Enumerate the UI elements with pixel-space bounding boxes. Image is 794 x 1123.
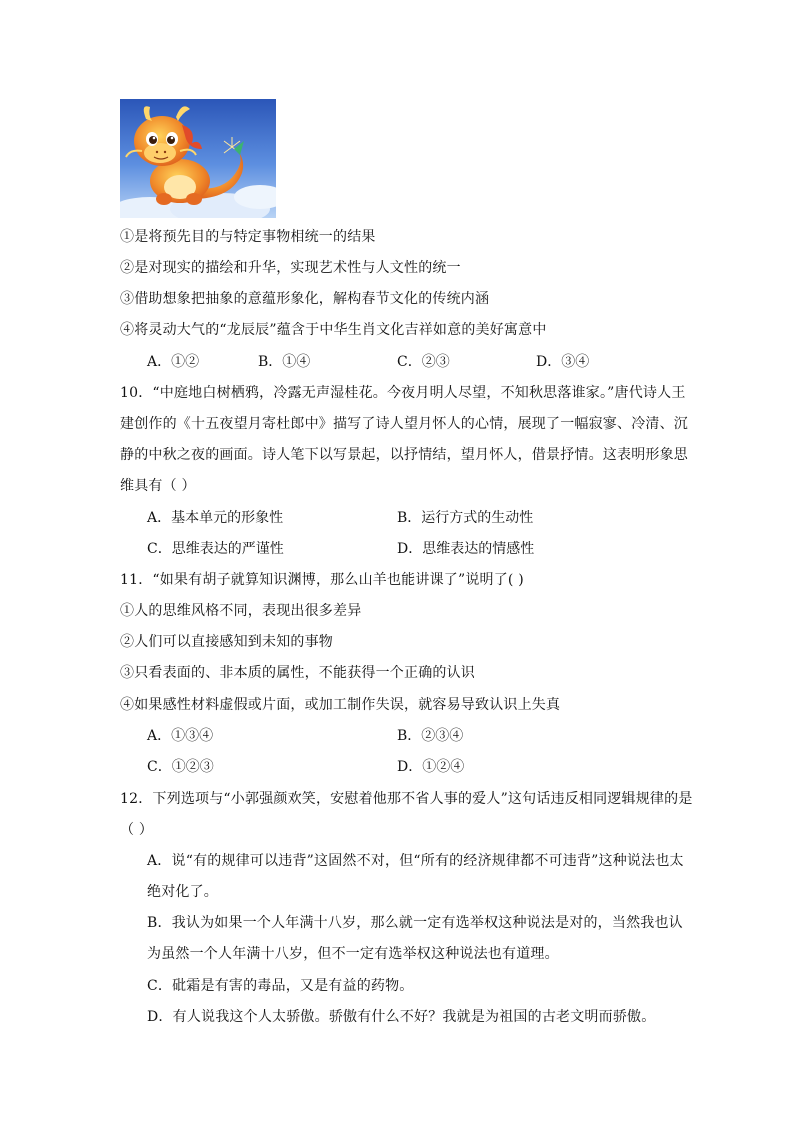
q9-option-a: A．①②	[147, 354, 200, 370]
q11-option-c: C．①②③	[147, 759, 214, 775]
q12-stem-line-2: （ ）	[120, 822, 154, 838]
q9-option-d: D．③④	[536, 354, 590, 370]
q9-statement-3: ③借助想象把抽象的意蕴形象化，解构春节文化的传统内涵	[120, 291, 490, 307]
q11-stem: 11．“如果有胡子就算知识渊博，那么山羊也能讲课了”说明了( )	[120, 572, 524, 588]
q12-option-a-line-2: 绝对化了。	[147, 884, 218, 900]
q10-stem-line-3: 静的中秋之夜的画面。诗人笔下以写景起，以抒情结，望月怀人，借景抒情。这表明形象思	[120, 447, 688, 463]
q10-option-a: A．基本单元的形象性	[147, 510, 284, 526]
q10-stem-line-4: 维具有（ ）	[120, 478, 196, 494]
q11-option-d: D．①②④	[397, 759, 465, 775]
q10-option-c: C．思维表达的严谨性	[147, 541, 284, 557]
q9-statement-2: ②是对现实的描绘和升华，实现艺术性与人文性的统一	[120, 260, 461, 276]
q12-option-c: C．砒霜是有害的毒品，又是有益的药物。	[147, 978, 414, 994]
q10-stem-line-1: 10．“中庭地白树栖鸦，冷露无声湿桂花。今夜月明人尽望，不知秋思落谁家。”唐代诗人王	[120, 385, 686, 401]
q12-stem-line-1: 12．下列选项与“小郭强颜欢笑，安慰着他那不省人事的爱人”这句话违反相同逻辑规律的是	[120, 791, 693, 807]
q9-option-c: C．②③	[397, 354, 450, 370]
q10-stem-line-2: 建创作的《十五夜望月寄杜郎中》描写了诗人望月怀人的心情，展现了一幅寂寥、冷清、沉	[120, 416, 688, 432]
q12-option-b-line-2: 为虽然一个人年满十八岁，但不一定有选举权这种说法也有道理。	[147, 946, 559, 962]
q12-option-d: D．有人说我这个人太骄傲。骄傲有什么不好？我就是为祖国的古老文明而骄傲。	[147, 1009, 656, 1025]
q9-option-b: B．①④	[258, 354, 311, 370]
dragon-mascot-image	[120, 99, 276, 218]
q12-option-b-line-1: B．我认为如果一个人年满十八岁，那么就一定有选举权这种说法是对的，当然我也认	[147, 915, 683, 931]
q12-option-a-line-1: A．说“有的规律可以违背”这固然不对，但“所有的经济规律都不可违背”这种说法也太	[147, 853, 684, 869]
q11-statement-1: ①人的思维风格不同，表现出很多差异	[120, 603, 362, 619]
q9-statement-1: ①是将预先目的与特定事物相统一的结果	[120, 229, 376, 245]
q11-statement-3: ③只看表面的、非本质的属性，不能获得一个正确的认识	[120, 665, 475, 681]
q11-statement-4: ④如果感性材料虚假或片面，或加工制作失误，就容易导致认识上失真	[120, 697, 561, 713]
q11-option-b: B．②③④	[397, 728, 464, 744]
q11-statement-2: ②人们可以直接感知到未知的事物	[120, 634, 333, 650]
q10-option-b: B．运行方式的生动性	[397, 510, 534, 526]
q9-statement-4: ④将灵动大气的“龙辰辰”蕴含于中华生肖文化吉祥如意的美好寓意中	[120, 322, 547, 338]
q11-option-a: A．①③④	[147, 728, 214, 744]
q10-option-d: D．思维表达的情感性	[397, 541, 535, 557]
